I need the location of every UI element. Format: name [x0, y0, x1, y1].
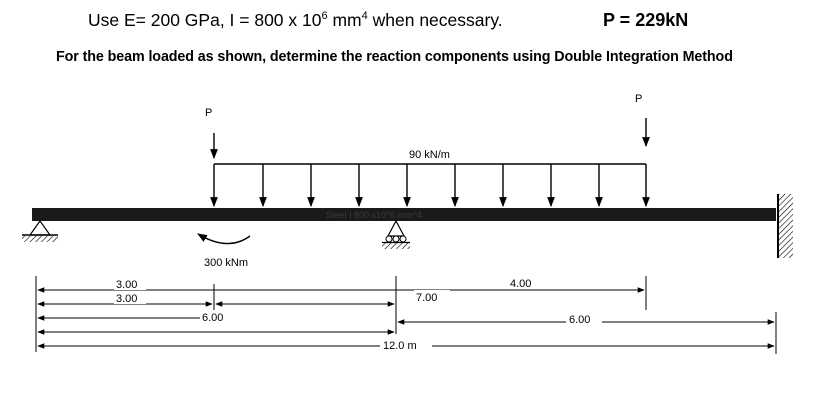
- beam-section-label: Steel I 800 x10^6 mm^4: [326, 210, 422, 220]
- dim-label-12m: 12.0 m: [383, 340, 417, 352]
- load-p-left-label: P: [205, 107, 213, 119]
- dim-label-3m-b: 3.00: [116, 293, 138, 305]
- when-necessary-text: when necessary.: [367, 10, 503, 30]
- left-pin-support: [22, 221, 58, 242]
- moment-label: 300 kNm: [204, 257, 249, 269]
- exponent-4: 4: [361, 10, 368, 22]
- dim-label-7m: 7.00: [416, 292, 438, 304]
- given-values-text: Use E= 200 GPa, I = 800 x 10: [88, 10, 322, 30]
- distributed-load: [214, 164, 646, 206]
- dim-label-6m-left: 6.00: [202, 312, 224, 324]
- exponent-6: 6: [321, 10, 328, 22]
- dim-label-6m-right: 6.00: [569, 314, 591, 326]
- unit-mm: mm: [327, 10, 362, 30]
- right-fixed-support: [778, 194, 793, 258]
- dim-label-4m: 4.00: [510, 278, 532, 290]
- p-value: P = 229kN: [603, 10, 689, 30]
- problem-instruction: For the beam loaded as shown, determine the reaction components using Double Integration Method: [56, 49, 733, 65]
- distributed-load-label: 90 kN/m: [409, 149, 450, 161]
- dim-label-3m-a: 3.00: [116, 279, 138, 291]
- middle-roller-support: [382, 221, 410, 249]
- moment-arrow: [198, 234, 250, 244]
- load-p-right-label: P: [635, 93, 643, 105]
